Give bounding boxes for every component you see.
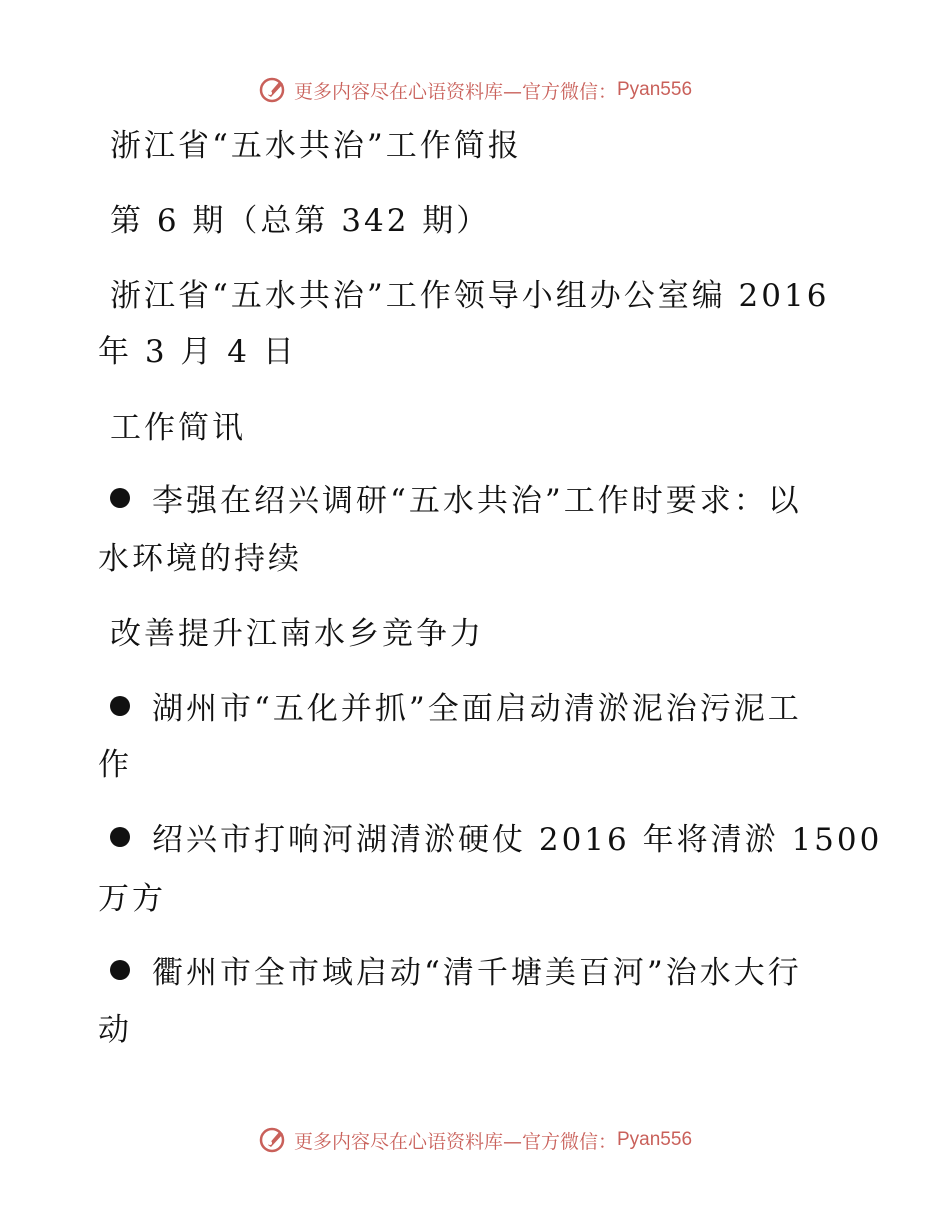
list-item-continuation: 动 — [98, 1012, 132, 1048]
list-item-text: 衢州市全市域启动“清千塘美百河”治水大行 — [152, 955, 802, 991]
watermark-account: Pyan556 — [617, 1129, 693, 1150]
list-item-text: 绍兴市打响河湖清淤硬仗 2016 年将清淤 1500 — [152, 822, 883, 858]
bullet-icon — [110, 960, 130, 980]
bullet-icon — [110, 827, 130, 847]
watermark-account: Pyan556 — [617, 79, 693, 100]
list-item — [110, 820, 882, 860]
pen-logo-icon — [258, 1125, 288, 1155]
watermark-text: 更多内容尽在心语资料库—官方微信： — [293, 1130, 617, 1153]
section-heading: 工作简讯 — [110, 410, 246, 446]
footer-watermark — [0, 1122, 950, 1158]
issue-number: 第 6 期（总第 342 期） — [110, 203, 491, 239]
date-line: 年 3 月 4 日 — [98, 334, 297, 370]
list-item — [110, 953, 802, 993]
bullet-icon — [110, 488, 130, 508]
watermark-text: 更多内容尽在心语资料库—官方微信： — [293, 80, 617, 103]
list-item-continuation: 万方 — [98, 881, 166, 917]
list-item-continuation: 改善提升江南水乡竞争力 — [110, 616, 484, 652]
header-watermark — [0, 72, 950, 108]
document-title: 浙江省“五水共治”工作简报 — [110, 128, 522, 164]
list-item-text: 李强在绍兴调研“五水共治”工作时要求：以 — [152, 483, 802, 519]
list-item-continuation: 作 — [98, 747, 132, 783]
list-item-text: 湖州市“五化并抓”全面启动清淤泥治污泥工 — [152, 691, 802, 727]
bullet-icon — [110, 696, 130, 716]
list-item-continuation: 水环境的持续 — [98, 541, 302, 577]
pen-logo-icon — [258, 75, 288, 105]
editor-line: 浙江省“五水共治”工作领导小组办公室编 2016 — [110, 278, 830, 314]
list-item — [110, 481, 802, 521]
list-item — [110, 689, 802, 729]
